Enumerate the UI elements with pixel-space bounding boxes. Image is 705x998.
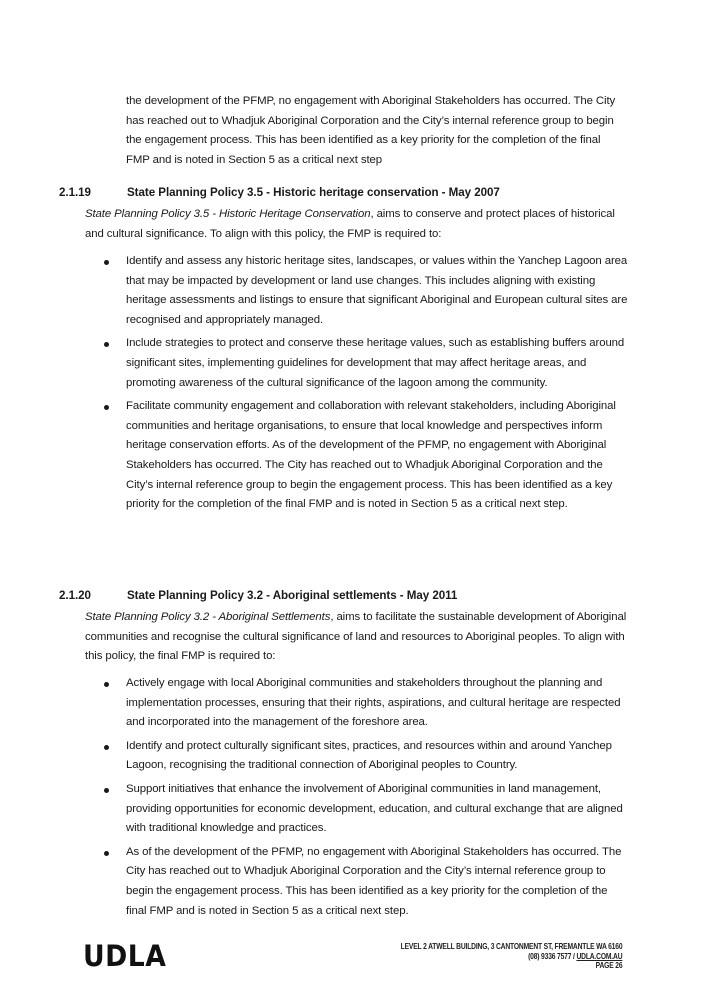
section-heading-2-1-19 <box>59 185 500 201</box>
bullet-icon <box>104 851 109 856</box>
list-item-text: Identify and assess any historic heritage sites, landscapes, or values within the Yanchep Lagoon area that may be impacted by development or land use changes. This includes aligning with existing heritage assessments and listings to ensure that significant Aboriginal and European cultural sites are recognised and appropriately managed. <box>126 255 628 326</box>
intro-text: , aims to conserve and protect places of historical and cultural significance. To align with this policy, the FMP is required to: <box>85 208 615 240</box>
list-item <box>85 780 630 839</box>
bullet-list-2-1-19 <box>85 252 630 519</box>
policy-name: State Planning Policy 3.5 - Historic Heritage Conservation <box>85 208 371 220</box>
intro-text: , aims to facilitate the sustainable development of Aboriginal communities and recognise the cultural significance of land and resources to Aboriginal peoples. To align with this policy, the final FMP is required to: <box>85 611 627 663</box>
footer-contact <box>400 952 622 962</box>
list-item <box>85 397 630 515</box>
bullet-icon <box>104 405 109 410</box>
section-number: 2.1.20 <box>59 589 91 602</box>
footer-website-link[interactable]: UDLA.COM.AU <box>576 951 622 961</box>
footer-page-number: PAGE 26 <box>595 961 622 971</box>
footer-separator: / <box>570 951 577 961</box>
continuation-paragraph: the development of the PFMP, no engagement with Aboriginal Stakeholders has occurred. The City has reached out to Whadjuk Aboriginal Corporation and the City’s internal reference group to begin the engagement process. This has been identified as a key priority for the completion of the final FMP and is noted in Section 5 as a critical next step <box>126 95 616 166</box>
list-item <box>85 674 630 733</box>
list-item <box>85 737 630 776</box>
section-title: State Planning Policy 3.2 - Aboriginal settlements - May 2011 <box>127 589 458 602</box>
section-intro-2-1-19 <box>85 205 630 244</box>
section-title: State Planning Policy 3.5 - Historic heritage conservation - May 2007 <box>127 186 500 199</box>
bullet-list-2-1-20 <box>85 674 630 925</box>
section-heading-2-1-20 <box>59 588 457 604</box>
list-item-text: Identify and protect culturally significant sites, practices, and resources within and around Yanchep Lagoon, recognising the traditional connection of Aboriginal peoples to Country. <box>126 739 612 772</box>
list-item <box>85 334 630 393</box>
bullet-icon <box>104 682 109 687</box>
bullet-icon <box>104 788 109 793</box>
list-item-text: Include strategies to protect and conserve these heritage values, such as establishing buffers around significant sites, implementing guidelines for development that may affect heritage areas, and promoting awareness of the cultural significance of the lagoon among the community. <box>126 337 625 389</box>
list-item <box>85 843 630 921</box>
section-number: 2.1.19 <box>59 186 91 199</box>
policy-name: State Planning Policy 3.2 - Aboriginal Settlements <box>85 611 331 623</box>
list-item-text: Support initiatives that enhance the involvement of Aboriginal communities in land management, providing opportunities for economic development, education, and cultural exchange that are aligned with traditional knowledge and practices. <box>126 782 623 835</box>
footer-phone: (08) 9336 7577 <box>527 951 571 961</box>
footer-info <box>400 942 622 971</box>
list-item-text: Facilitate community engagement and collaboration with relevant stakeholders, including Aboriginal communities and heritage organisations, to ensure that local knowledge and perspectives inform heritage conservation efforts. As of the development of the PFMP, no engagement with Aboriginal Stakeholders has occurred. The City has reached out to Whadjuk Aboriginal Corporation and the City’s internal reference group to begin the engagement process. This has been identified as a key priority for the completion of the final FMP and is noted in Section 5 as a critical next step. <box>126 400 616 511</box>
bullet-icon <box>104 745 109 750</box>
udla-logo: UDLA <box>83 939 167 973</box>
list-item-text: As of the development of the PFMP, no engagement with Aboriginal Stakeholders has occurred. The City has reached out to Whadjuk Aboriginal Corporation and the City’s internal reference group to begin the engagement process. This has been identified as a key priority for the completion of the final FMP and is noted in Section 5 as a critical next step. <box>126 845 622 917</box>
list-item <box>85 252 630 330</box>
bullet-icon <box>104 342 109 347</box>
bullet-icon <box>104 260 109 265</box>
list-item-text: Actively engage with local Aboriginal communities and stakeholders throughout the planning and implementation processes, ensuring that their rights, aspirations, and cultural heritage are respected and incorporated into the management of the foreshore area. <box>126 677 621 729</box>
section-intro-2-1-20 <box>85 608 630 667</box>
footer-address: LEVEL 2 ATWELL BUILDING, 3 CANTONMENT ST, FREMANTLE WA 6160 <box>400 942 622 951</box>
